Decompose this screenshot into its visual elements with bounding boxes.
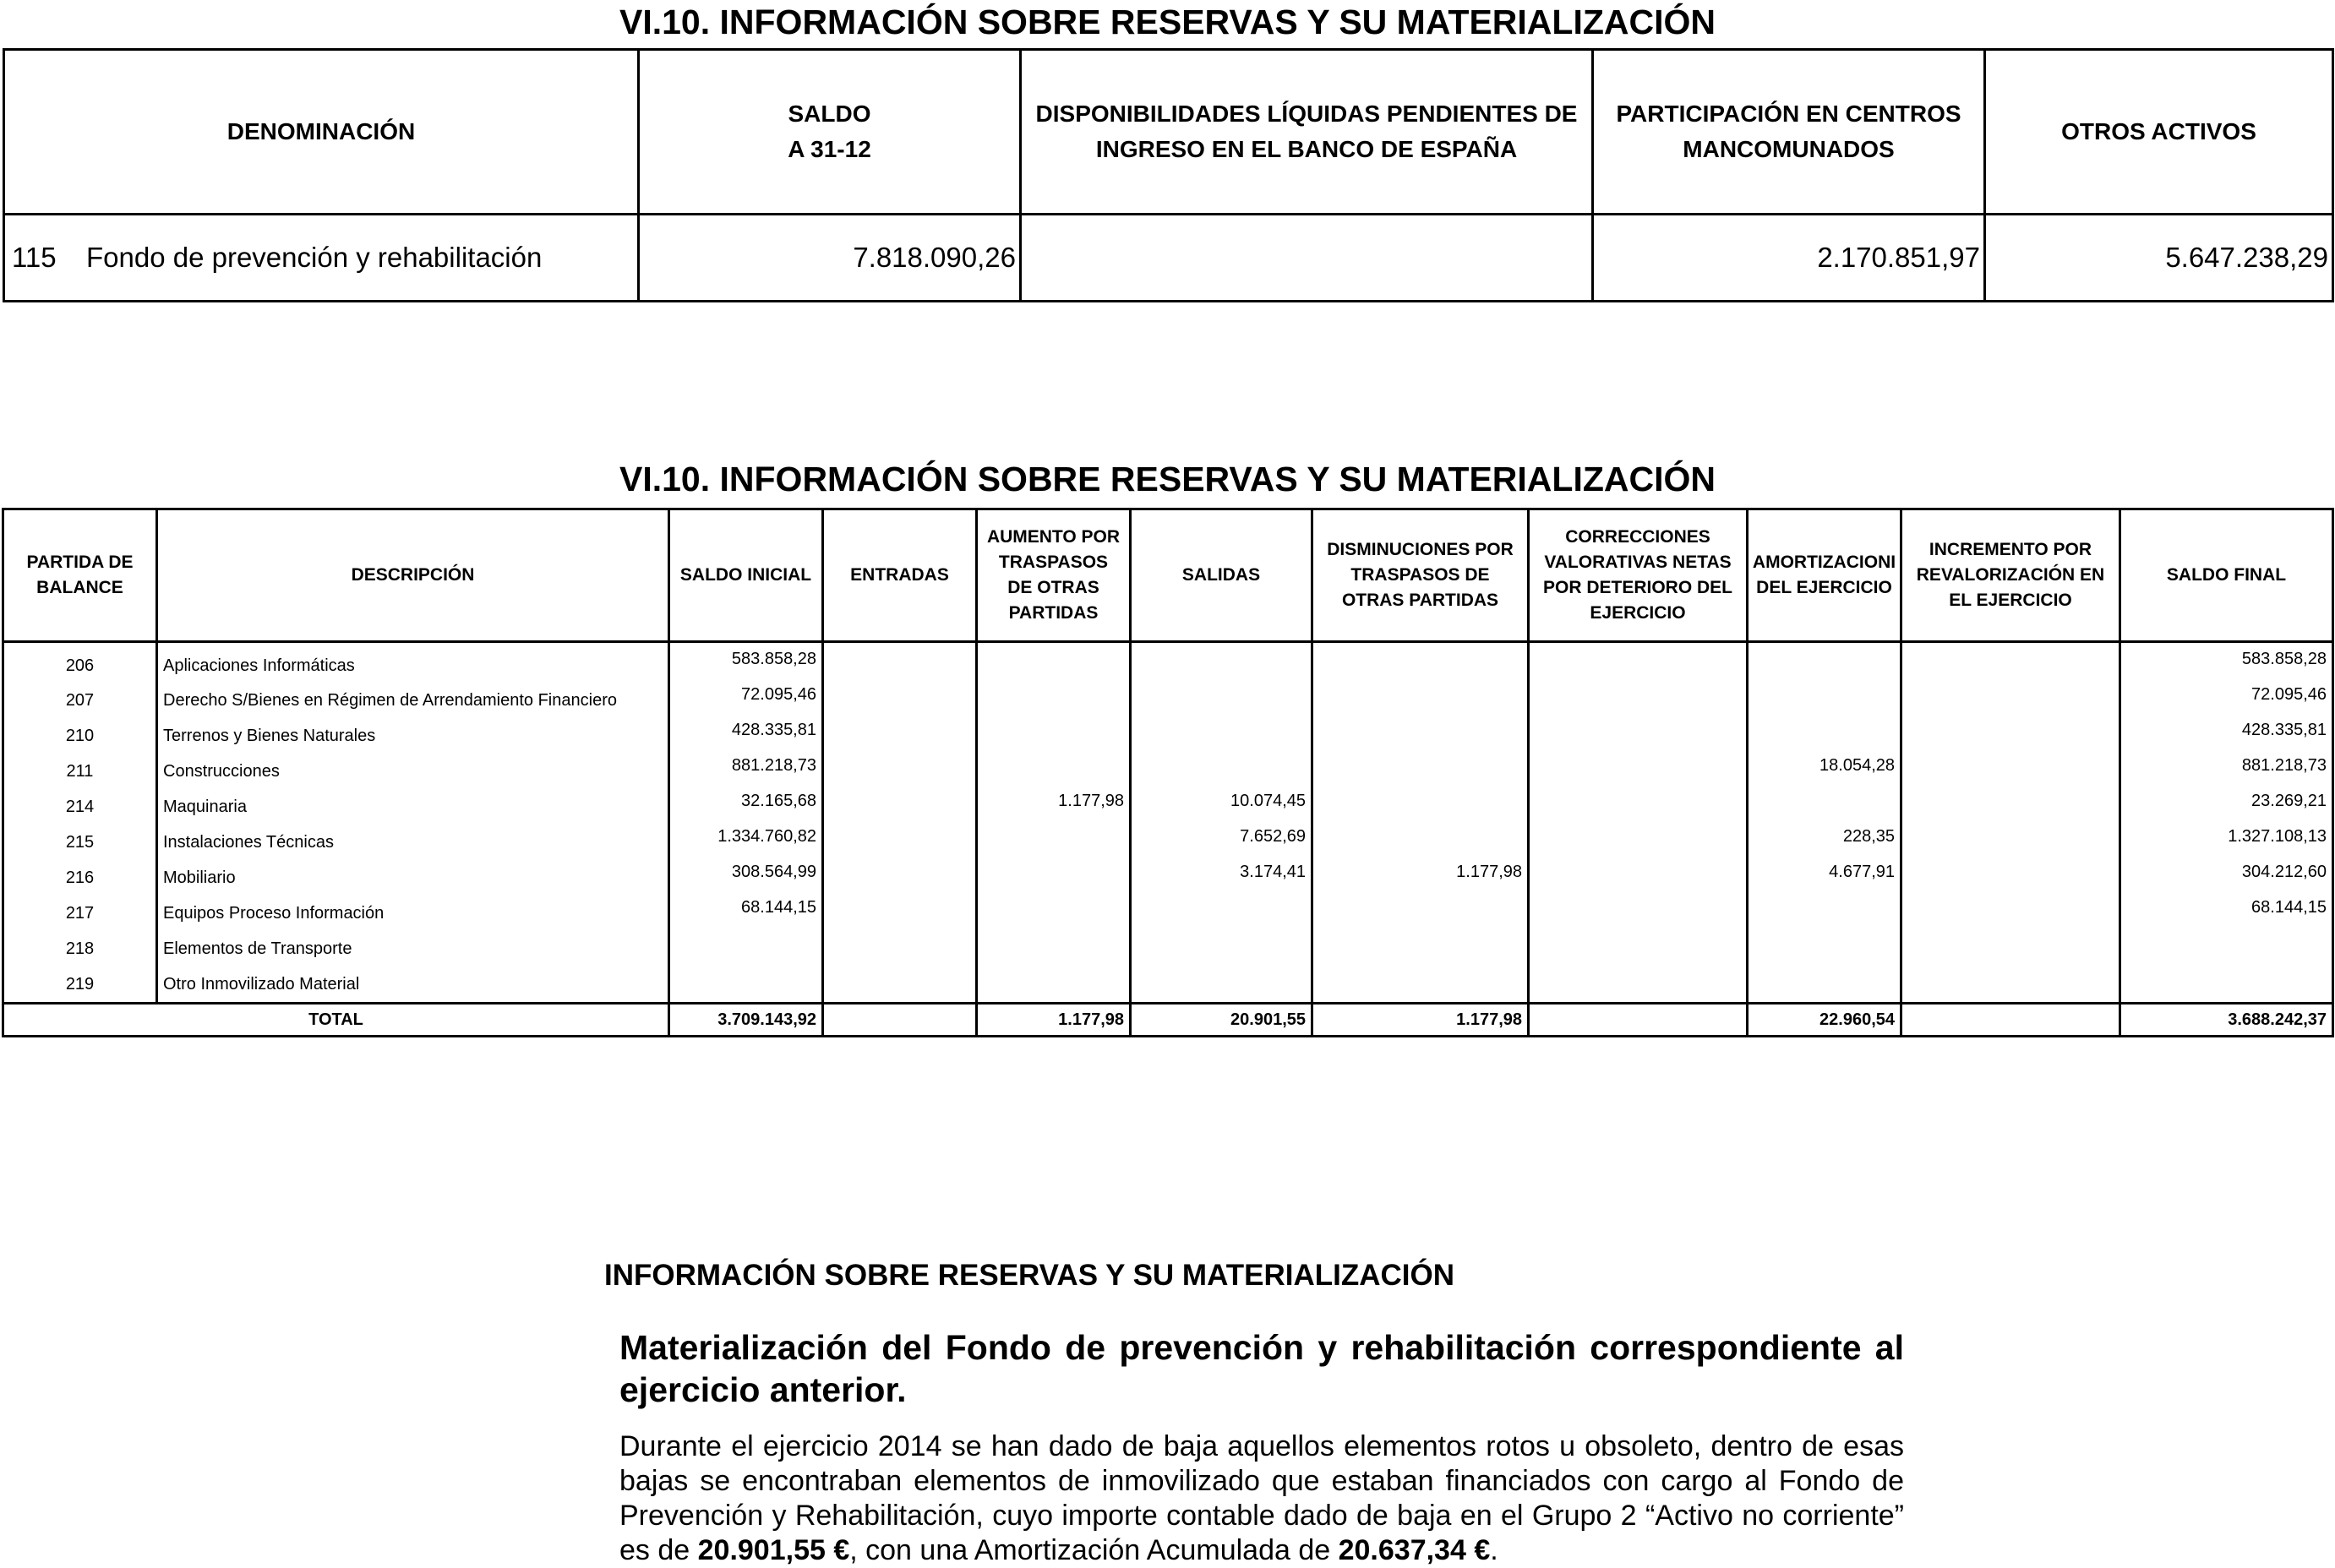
paragraph-text-3: .	[1490, 1534, 1498, 1566]
table-row	[4, 215, 2333, 302]
cell-incremento	[1901, 966, 2120, 1004]
cell-salidas	[1131, 896, 1312, 931]
cell-amortizacion	[1748, 718, 1901, 754]
cell-code: 217	[3, 896, 157, 931]
cell-saldo-final: 72.095,46	[2120, 683, 2333, 718]
cell-salidas	[1131, 754, 1312, 789]
cell-saldo-final: 304.212,60	[2120, 860, 2333, 896]
header-saldo: SALDO A 31-12	[639, 50, 1021, 215]
header-saldo-inicial: SALDO INICIAL	[669, 509, 823, 642]
cell-denominacion: 115 Fondo de prevención y rehabilitación	[4, 215, 639, 302]
header-incremento: INCREMENTO POR REVALORIZACIÓN EN EL EJERCICIO	[1901, 509, 2120, 642]
total-incremento	[1901, 1004, 2120, 1037]
cell-amortizacion	[1748, 642, 1901, 683]
cell-salidas	[1131, 966, 1312, 1004]
total-correcciones	[1529, 1004, 1748, 1037]
cell-entradas	[823, 825, 977, 860]
cell-aumento	[977, 718, 1131, 754]
cell-saldo-inicial: 32.165,68	[669, 789, 823, 825]
cell-code: 210	[3, 718, 157, 754]
cell-disminuciones	[1312, 683, 1529, 718]
section-paragraph	[619, 1429, 1904, 1568]
cell-code: 211	[3, 754, 157, 789]
cell-salidas: 3.174,41	[1131, 860, 1312, 896]
total-row	[3, 1004, 2333, 1037]
cell-saldo-final: 1.327.108,13	[2120, 825, 2333, 860]
header-amortizacion: AMORTIZACIONI DEL EJERCICIO	[1748, 509, 1901, 642]
header-disponibilidades: DISPONIBILIDADES LÍQUIDAS PENDIENTES DE INGRESO EN EL BANCO DE ESPAÑA	[1021, 50, 1593, 215]
cell-entradas	[823, 931, 977, 966]
total-disminuciones: 1.177,98	[1312, 1004, 1529, 1037]
cell-saldo-inicial: 68.144,15	[669, 896, 823, 931]
table-row	[3, 718, 2333, 754]
cell-incremento	[1901, 896, 2120, 931]
cell-disminuciones: 1.177,98	[1312, 860, 1529, 896]
cell-salidas	[1131, 931, 1312, 966]
cell-salidas: 7.652,69	[1131, 825, 1312, 860]
cell-desc: Derecho S/Bienes en Régimen de Arrendamiento Financiero	[157, 683, 669, 718]
cell-saldo-inicial: 308.564,99	[669, 860, 823, 896]
cell-disminuciones	[1312, 789, 1529, 825]
cell-disminuciones	[1312, 966, 1529, 1004]
header-entradas: ENTRADAS	[823, 509, 977, 642]
section-heading: Materialización del Fondo de prevención y rehabilitación correspondiente al ejercicio anterior.	[619, 1328, 1904, 1409]
cell-amortizacion: 4.677,91	[1748, 860, 1901, 896]
cell-amortizacion: 18.054,28	[1748, 754, 1901, 789]
cell-saldo-inicial: 428.335,81	[669, 718, 823, 754]
cell-saldo-final: 428.335,81	[2120, 718, 2333, 754]
cell-amortizacion	[1748, 789, 1901, 825]
cell-amortizacion	[1748, 683, 1901, 718]
table-row	[3, 966, 2333, 1004]
total-aumento: 1.177,98	[977, 1004, 1131, 1037]
cell-disminuciones	[1312, 718, 1529, 754]
cell-disminuciones	[1312, 642, 1529, 683]
cell-desc: Otro Inmovilizado Material	[157, 966, 669, 1004]
cell-incremento	[1901, 931, 2120, 966]
cell-amortizacion	[1748, 931, 1901, 966]
cell-correcciones	[1529, 789, 1748, 825]
table-row	[3, 825, 2333, 860]
cell-incremento	[1901, 789, 2120, 825]
cell-salidas	[1131, 683, 1312, 718]
cell-code: 215	[3, 825, 157, 860]
cell-incremento	[1901, 683, 2120, 718]
cell-aumento	[977, 642, 1131, 683]
cell-aumento: 1.177,98	[977, 789, 1131, 825]
cell-disminuciones	[1312, 931, 1529, 966]
cell-saldo-inicial: 1.334.760,82	[669, 825, 823, 860]
cell-amortizacion	[1748, 966, 1901, 1004]
cell-incremento	[1901, 642, 2120, 683]
cell-incremento	[1901, 718, 2120, 754]
reserves-summary-table	[3, 48, 2334, 302]
total-amortizacion: 22.960,54	[1748, 1004, 1901, 1037]
cell-participacion: 2.170.851,97	[1593, 215, 1985, 302]
cell-entradas	[823, 683, 977, 718]
paragraph-text-2: , con una Amortización Acumulada de	[849, 1534, 1339, 1566]
cell-disponibilidades	[1021, 215, 1593, 302]
cell-aumento	[977, 966, 1131, 1004]
cell-disminuciones	[1312, 825, 1529, 860]
cell-entradas	[823, 860, 977, 896]
cell-code: 206	[3, 642, 157, 683]
cell-saldo-final: 23.269,21	[2120, 789, 2333, 825]
cell-desc: Terrenos y Bienes Naturales	[157, 718, 669, 754]
cell-correcciones	[1529, 718, 1748, 754]
header-aumento: AUMENTO POR TRASPASOS DE OTRAS PARTIDAS	[977, 509, 1131, 642]
cell-desc: Instalaciones Técnicas	[157, 825, 669, 860]
cell-saldo-inicial	[669, 931, 823, 966]
table1-header-row	[4, 50, 2333, 215]
table-row	[3, 896, 2333, 931]
table-row	[3, 683, 2333, 718]
cell-incremento	[1901, 860, 2120, 896]
cell-aumento	[977, 825, 1131, 860]
cell-saldo-final: 68.144,15	[2120, 896, 2333, 931]
table2-header-row	[3, 509, 2333, 642]
cell-entradas	[823, 754, 977, 789]
cell-salidas	[1131, 718, 1312, 754]
cell-correcciones	[1529, 683, 1748, 718]
section-subtitle: INFORMACIÓN SOBRE RESERVAS Y SU MATERIALIZACIÓN	[604, 1259, 1455, 1292]
cell-entradas	[823, 966, 977, 1004]
cell-correcciones	[1529, 966, 1748, 1004]
header-participacion: PARTICIPACIÓN EN CENTROS MANCOMUNADOS	[1593, 50, 1985, 215]
header-disminuciones: DISMINUCIONES POR TRASPASOS DE OTRAS PARTIDAS	[1312, 509, 1529, 642]
total-saldo-final: 3.688.242,37	[2120, 1004, 2333, 1037]
cell-desc: Mobiliario	[157, 860, 669, 896]
cell-saldo: 7.818.090,26	[639, 215, 1021, 302]
cell-correcciones	[1529, 931, 1748, 966]
cell-desc: Construcciones	[157, 754, 669, 789]
header-saldo-final: SALDO FINAL	[2120, 509, 2333, 642]
header-descripcion: DESCRIPCIÓN	[157, 509, 669, 642]
cell-code: 219	[3, 966, 157, 1004]
cell-correcciones	[1529, 825, 1748, 860]
cell-salidas: 10.074,45	[1131, 789, 1312, 825]
amount-amortizacion: 20.637,34 €	[1338, 1534, 1491, 1566]
cell-correcciones	[1529, 860, 1748, 896]
cell-saldo-inicial: 583.858,28	[669, 642, 823, 683]
cell-incremento	[1901, 825, 2120, 860]
cell-entradas	[823, 789, 977, 825]
cell-correcciones	[1529, 754, 1748, 789]
cell-saldo-inicial: 72.095,46	[669, 683, 823, 718]
table-row	[3, 931, 2333, 966]
cell-entradas	[823, 896, 977, 931]
header-partida: PARTIDA DE BALANCE	[3, 509, 157, 642]
cell-aumento	[977, 931, 1131, 966]
cell-aumento	[977, 860, 1131, 896]
cell-aumento	[977, 754, 1131, 789]
cell-otros-activos: 5.647.238,29	[1985, 215, 2333, 302]
cell-aumento	[977, 896, 1131, 931]
header-otros-activos: OTROS ACTIVOS	[1985, 50, 2333, 215]
cell-code: 214	[3, 789, 157, 825]
cell-code: 216	[3, 860, 157, 896]
cell-entradas	[823, 718, 977, 754]
cell-desc: Maquinaria	[157, 789, 669, 825]
header-salidas: SALIDAS	[1131, 509, 1312, 642]
cell-desc: Aplicaciones Informáticas	[157, 642, 669, 683]
cell-disminuciones	[1312, 754, 1529, 789]
header-denominacion: DENOMINACIÓN	[4, 50, 639, 215]
fixed-assets-table	[2, 508, 2334, 1037]
cell-saldo-final: 881.218,73	[2120, 754, 2333, 789]
table1-title: VI.10. INFORMACIÓN SOBRE RESERVAS Y SU MATERIALIZACIÓN	[619, 3, 1716, 41]
cell-saldo-final: 583.858,28	[2120, 642, 2333, 683]
cell-saldo-inicial	[669, 966, 823, 1004]
table2-title: VI.10. INFORMACIÓN SOBRE RESERVAS Y SU MATERIALIZACIÓN	[619, 460, 1716, 498]
cell-aumento	[977, 683, 1131, 718]
cell-amortizacion	[1748, 896, 1901, 931]
total-saldo-inicial: 3.709.143,92	[669, 1004, 823, 1037]
table-row	[3, 642, 2333, 683]
table-row	[3, 789, 2333, 825]
table-row	[3, 754, 2333, 789]
total-label: TOTAL	[3, 1004, 669, 1037]
cell-desc: Equipos Proceso Información	[157, 896, 669, 931]
total-entradas	[823, 1004, 977, 1037]
cell-disminuciones	[1312, 896, 1529, 931]
cell-correcciones	[1529, 642, 1748, 683]
cell-saldo-final	[2120, 966, 2333, 1004]
table-row	[3, 860, 2333, 896]
cell-salidas	[1131, 642, 1312, 683]
cell-entradas	[823, 642, 977, 683]
header-correcciones: CORRECCIONES VALORATIVAS NETAS POR DETERIORO DEL EJERCICIO	[1529, 509, 1748, 642]
cell-code: 207	[3, 683, 157, 718]
cell-amortizacion: 228,35	[1748, 825, 1901, 860]
cell-correcciones	[1529, 896, 1748, 931]
cell-incremento	[1901, 754, 2120, 789]
paragraph-text-1: Durante el ejercicio 2014 se han dado de baja aquellos elementos rotos u obsoleto, dentro de esas bajas se encontraban elementos de inmovilizado que estaban financiados con cargo al Fondo de Prevención y Rehabilitación, cuyo importe contable dado de baja en el Grupo 2 “Activo no corriente” es de	[619, 1430, 1904, 1566]
total-salidas: 20.901,55	[1131, 1004, 1312, 1037]
amount-baja: 20.901,55 €	[697, 1534, 850, 1566]
cell-desc: Elementos de Transporte	[157, 931, 669, 966]
cell-saldo-inicial: 881.218,73	[669, 754, 823, 789]
cell-saldo-final	[2120, 931, 2333, 966]
cell-code: 218	[3, 931, 157, 966]
